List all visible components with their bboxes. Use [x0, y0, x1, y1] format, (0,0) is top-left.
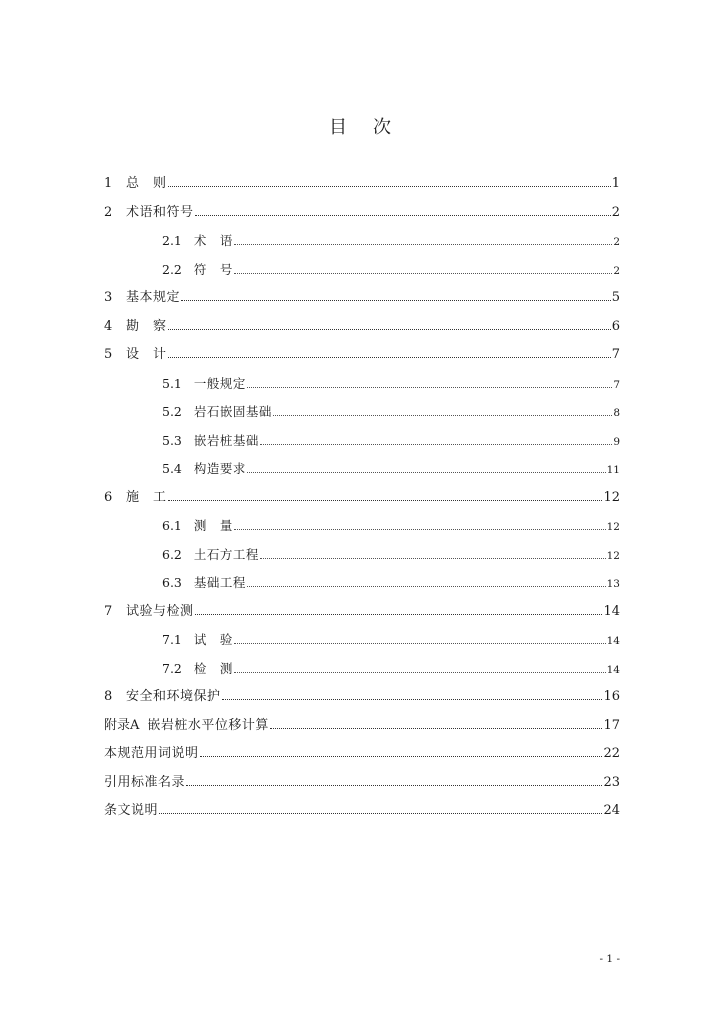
- toc-entry[interactable]: [104, 769, 620, 798]
- toc-subentry[interactable]: [104, 398, 620, 427]
- toc-page: 2: [611, 204, 620, 220]
- toc-entry[interactable]: [104, 170, 620, 199]
- toc-page: 12: [606, 521, 620, 533]
- toc-title: 术 语: [193, 233, 233, 248]
- toc-title: 构造要求: [193, 461, 246, 476]
- dot-leader: [186, 785, 602, 786]
- toc-page: 14: [606, 635, 620, 647]
- toc-subentry[interactable]: [104, 655, 620, 684]
- toc-page: 12: [603, 489, 620, 505]
- toc-title: 总 则: [126, 176, 167, 191]
- toc-title: 勘 察: [126, 318, 167, 334]
- toc-subentry[interactable]: [104, 427, 620, 456]
- toc-number: 5.4: [162, 461, 182, 476]
- dot-leader: [234, 244, 612, 245]
- dot-leader: [195, 614, 603, 615]
- toc-page: 22: [603, 746, 620, 761]
- dot-leader: [247, 387, 612, 388]
- toc-entry[interactable]: [104, 598, 620, 627]
- toc-number: 6.3: [162, 575, 182, 590]
- table-of-contents: [104, 170, 620, 826]
- toc-subentry[interactable]: [104, 455, 620, 484]
- toc-subentry[interactable]: [104, 256, 620, 285]
- toc-page: 17: [603, 717, 620, 733]
- toc-title: 基本规定: [126, 290, 181, 305]
- toc-page: 16: [603, 689, 620, 704]
- toc-title: 设 计: [126, 347, 167, 362]
- toc-title: 条文说明: [104, 803, 159, 818]
- toc-subentry[interactable]: [104, 569, 620, 598]
- dot-leader: [168, 329, 611, 330]
- toc-entry-appendix[interactable]: [104, 712, 620, 741]
- toc-entry[interactable]: [104, 740, 620, 769]
- toc-subentry[interactable]: [104, 626, 620, 655]
- dot-leader: [234, 672, 606, 673]
- toc-subentry[interactable]: [104, 370, 620, 399]
- toc-entry[interactable]: [104, 797, 620, 826]
- toc-entry[interactable]: [104, 341, 620, 370]
- toc-page: 9: [613, 435, 620, 448]
- toc-title: 嵌岩桩水平位移计算: [147, 717, 269, 733]
- toc-title: 一般规定: [193, 375, 246, 391]
- toc-number: 7.1: [162, 632, 182, 647]
- toc-subentry[interactable]: [104, 512, 620, 541]
- toc-number: 2.2: [162, 261, 182, 277]
- toc-page: 2: [613, 264, 620, 277]
- toc-number: 1: [104, 176, 113, 191]
- toc-page: 14: [603, 603, 620, 619]
- toc-number: 2.1: [162, 233, 182, 248]
- dot-leader: [273, 415, 612, 416]
- toc-page: 13: [606, 578, 620, 590]
- toc-number: 5.1: [162, 375, 182, 391]
- toc-number: 7.2: [162, 660, 182, 676]
- dot-leader: [168, 186, 611, 187]
- toc-number: 6.2: [162, 546, 182, 562]
- toc-page: 1: [611, 176, 620, 191]
- toc-page: 5: [611, 290, 620, 305]
- dot-leader: [181, 300, 611, 301]
- toc-title: 试验与检测: [126, 603, 194, 619]
- toc-number: 6: [104, 489, 113, 505]
- toc-page: 11: [606, 464, 620, 476]
- dot-leader: [260, 558, 606, 559]
- toc-title: 引用标准名录: [104, 774, 186, 790]
- toc-title: 岩石嵌固基础: [193, 404, 272, 419]
- toc-title: 试 验: [193, 632, 233, 647]
- dot-leader: [195, 215, 611, 216]
- page-footer-number: - 1 -: [599, 953, 620, 965]
- toc-entry[interactable]: [104, 683, 620, 712]
- dot-leader: [159, 813, 602, 814]
- toc-title: 本规范用词说明: [104, 746, 199, 761]
- toc-subentry[interactable]: [104, 541, 620, 570]
- toc-number: 4: [104, 318, 113, 334]
- toc-page: 8: [613, 407, 620, 419]
- toc-entry[interactable]: [104, 199, 620, 228]
- dot-leader: [168, 500, 603, 501]
- dot-leader: [234, 273, 612, 274]
- toc-page: 14: [606, 663, 620, 676]
- toc-title: 施 工: [126, 489, 167, 505]
- toc-number: 2: [104, 204, 113, 220]
- toc-title: 术语和符号: [126, 204, 194, 220]
- toc-entry[interactable]: [104, 484, 620, 513]
- toc-number: 5: [104, 347, 113, 362]
- toc-subentry[interactable]: [104, 227, 620, 256]
- toc-number: 8: [104, 689, 113, 704]
- toc-entry[interactable]: [104, 284, 620, 313]
- toc-title: 基础工程: [193, 575, 246, 590]
- dot-leader: [247, 586, 606, 587]
- dot-leader: [270, 728, 603, 729]
- toc-page: 12: [606, 549, 620, 562]
- dot-leader: [168, 357, 611, 358]
- toc-title: 嵌岩桩基础: [193, 432, 259, 448]
- toc-entry[interactable]: [104, 313, 620, 342]
- toc-title: 测 量: [193, 518, 233, 533]
- dot-leader: [234, 643, 606, 644]
- toc-number: 7: [104, 603, 113, 619]
- toc-title: 符 号: [193, 261, 233, 277]
- toc-number: 附录A: [104, 717, 140, 733]
- toc-number: 3: [104, 290, 113, 305]
- toc-number: 6.1: [162, 518, 182, 533]
- toc-number: 5.3: [162, 432, 182, 448]
- toc-page: 23: [603, 774, 620, 790]
- page-title: 目 次: [329, 117, 395, 138]
- toc-page: 7: [611, 347, 620, 362]
- toc-number: 5.2: [162, 404, 182, 419]
- dot-leader: [222, 699, 603, 700]
- dot-leader: [200, 756, 603, 757]
- toc-page: 2: [613, 236, 620, 248]
- dot-leader: [234, 529, 606, 530]
- toc-page: 7: [613, 378, 620, 391]
- dot-leader: [260, 444, 612, 445]
- toc-title: 土石方工程: [193, 546, 259, 562]
- toc-title: 检 测: [193, 660, 233, 676]
- toc-page: 6: [611, 318, 620, 334]
- dot-leader: [247, 472, 606, 473]
- toc-title: 安全和环境保护: [126, 689, 221, 704]
- toc-page: 24: [603, 803, 620, 818]
